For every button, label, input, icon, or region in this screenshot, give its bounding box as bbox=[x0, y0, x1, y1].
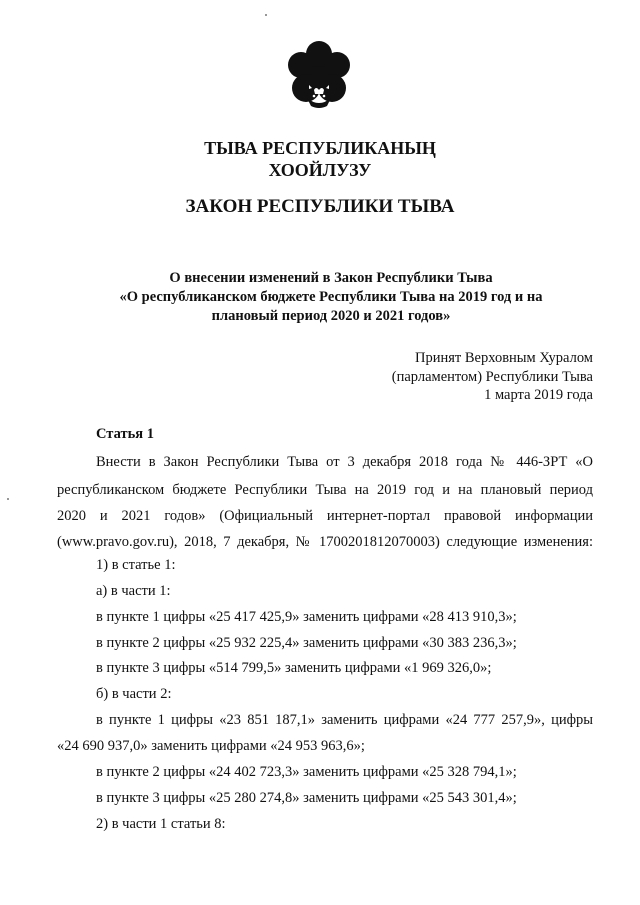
adopted-line-2: (парламентом) Республики Тыва bbox=[391, 369, 593, 385]
list-item: «24 690 937,0» заменить цифрами «24 953 963,6»; bbox=[57, 738, 365, 754]
adopted-date: 1 марта 2019 года bbox=[484, 387, 593, 403]
list-item: а) в части 1: bbox=[96, 583, 171, 599]
law-title: ЗАКОН РЕСПУБЛИКИ ТЫВА bbox=[185, 196, 455, 217]
doc-title-line-3: плановый период 2020 и 2021 годов» bbox=[211, 308, 451, 324]
list-item: б) в части 2: bbox=[96, 686, 172, 702]
paragraph-line: (www.pravo.gov.ru), 2018, 7 декабря, № 1700201812070003) следующие изменения: bbox=[57, 534, 593, 550]
list-item: в пункте 3 цифры «25 280 274,8» заменить цифрами «25 543 301,4»; bbox=[96, 790, 517, 806]
article-heading: Статья 1 bbox=[96, 426, 154, 442]
adopted-line-1: Принят Верховным Хуралом bbox=[415, 350, 593, 366]
list-item: в пункте 2 цифры «24 402 723,3» заменить цифрами «25 328 794,1»; bbox=[96, 764, 517, 780]
header-line-1: ТЫВА РЕСПУБЛИКАНЫҢ bbox=[204, 138, 436, 158]
header-line-2: ХООЙЛУЗУ bbox=[268, 160, 372, 180]
doc-title-line-2: «О республиканском бюджете Республики Тыва на 2019 год и на bbox=[119, 289, 543, 305]
scan-speck bbox=[7, 498, 9, 500]
list-item: в пункте 3 цифры «514 799,5» заменить цифрами «1 969 326,0»; bbox=[96, 660, 492, 676]
list-item: в пункте 1 цифры «25 417 425,9» заменить цифрами «28 413 910,3»; bbox=[96, 609, 517, 625]
doc-title-line-1: О внесении изменений в Закон Республики Тыва bbox=[169, 270, 493, 286]
paragraph-line: Внести в Закон Республики Тыва от 3 декабря 2018 года № 446-ЗРТ «О bbox=[96, 454, 593, 470]
paragraph-line: 2020 и 2021 годов» (Официальный интернет-портал правовой информации bbox=[57, 508, 593, 524]
paragraph-line: республиканском бюджете Республики Тыва на 2019 год и на плановый период bbox=[57, 482, 593, 498]
list-item: 2) в части 1 статьи 8: bbox=[96, 816, 226, 832]
list-item: 1) в статье 1: bbox=[96, 557, 176, 573]
scan-speck bbox=[265, 14, 267, 16]
list-item: в пункте 2 цифры «25 932 225,4» заменить цифрами «30 383 236,3»; bbox=[96, 635, 517, 651]
tuva-emblem-icon bbox=[281, 38, 357, 114]
list-item: в пункте 1 цифры «23 851 187,1» заменить цифрами «24 777 257,9», цифры bbox=[96, 712, 593, 728]
